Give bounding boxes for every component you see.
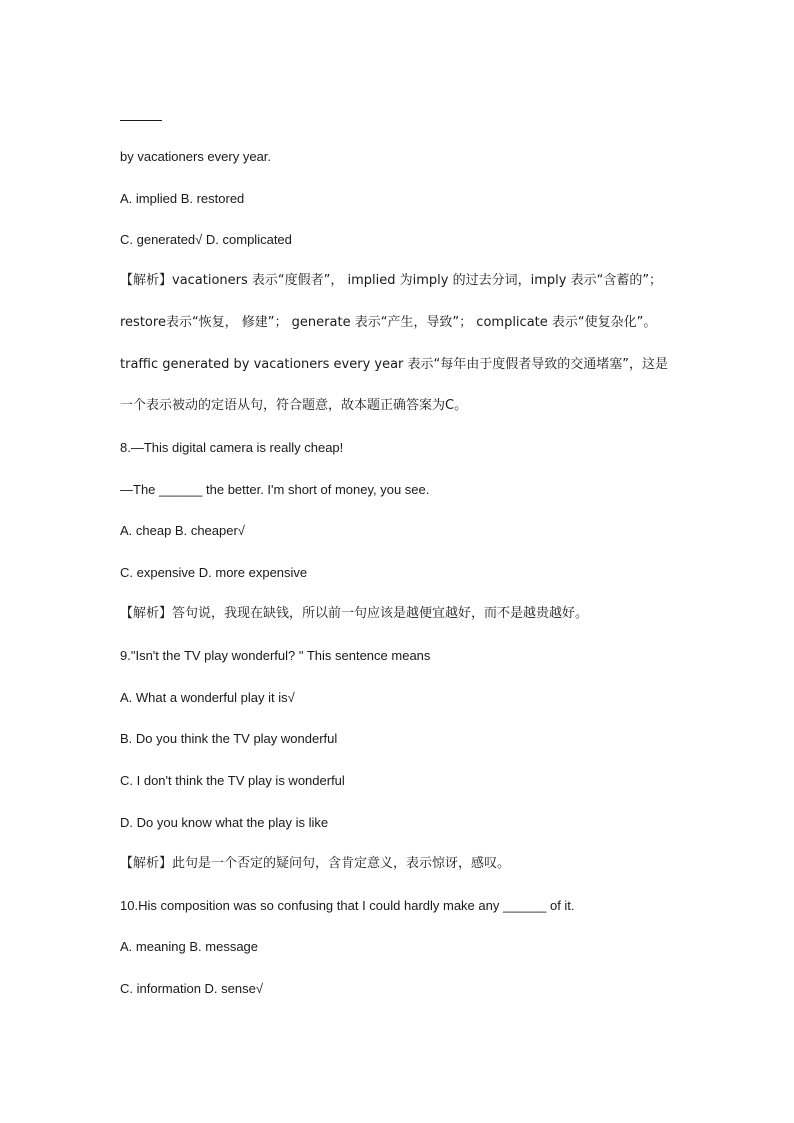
q8-reply: —The ______ the better. I'm short of money, you see. [120, 482, 430, 497]
q7-analysis-line-2: restore表示“恢复， 修建”； generate 表示“产生，导致”； complicate 表示“使复杂化”。 [120, 315, 657, 330]
q7-options-cd: C. generated√ D. complicated [120, 232, 292, 247]
q9-stem: 9."Isn't the TV play wonderful? " This sentence means [120, 648, 431, 663]
answer-blank-line [120, 120, 162, 121]
q7-analysis-line-1: 【解析】vacationers 表示“度假者”， implied 为imply 的过去分词，imply 表示“含蓄的”； [120, 273, 663, 288]
q7-analysis-line-4: 一个表示被动的定语从句，符合题意，故本题正确答案为C。 [120, 398, 468, 413]
q9-option-c: C. I don't think the TV play is wonderful [120, 773, 345, 788]
q10-stem: 10.His composition was so confusing that I could hardly make any ______ of it. [120, 898, 575, 913]
q9-option-b: B. Do you think the TV play wonderful [120, 731, 338, 746]
q9-analysis: 【解析】此句是一个否定的疑问句，含肯定意义，表示惊讶，感叹。 [120, 856, 511, 871]
q9-option-a: A. What a wonderful play it is√ [120, 690, 295, 705]
q7-stem-continuation: by vacationers every year. [120, 149, 272, 164]
q8-analysis: 【解析】答句说，我现在缺钱，所以前一句应该是越便宜越好，而不是越贵越好。 [120, 606, 589, 621]
q7-analysis-line-3: traffic generated by vacationers every year 表示“每年由于度假者导致的交通堵塞”，这是 [120, 357, 668, 372]
q10-options-cd: C. information D. sense√ [120, 981, 263, 996]
q8-stem: 8.—This digital camera is really cheap! [120, 440, 344, 455]
q7-options-ab: A. implied B. restored [120, 191, 245, 206]
q8-options-cd: C. expensive D. more expensive [120, 565, 308, 580]
q8-options-ab: A. cheap B. cheaper√ [120, 523, 245, 538]
q9-option-d: D. Do you know what the play is like [120, 815, 329, 830]
q10-options-ab: A. meaning B. message [120, 939, 259, 954]
